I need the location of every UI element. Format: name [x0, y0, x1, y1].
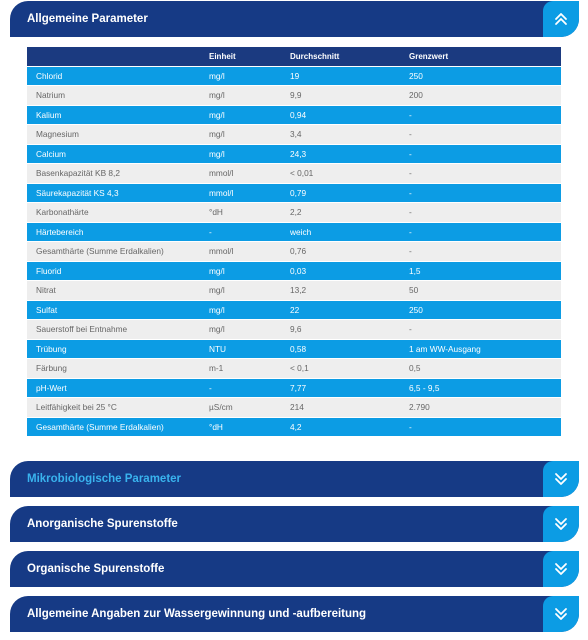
expand-button[interactable] [543, 551, 579, 587]
cell-einheit: mmol/l [200, 164, 281, 183]
header-durchschnitt: Durchschnitt [281, 47, 400, 66]
cell-grenzwert: - [400, 145, 561, 164]
cell-durchschnitt: 0,58 [281, 340, 400, 359]
cell-parameter: Leitfähigkeit bei 25 °C [27, 398, 200, 417]
table-row [27, 262, 561, 281]
cell-durchschnitt: 13,2 [281, 281, 400, 300]
table-row [27, 340, 561, 359]
table-row [27, 106, 561, 125]
cell-parameter: Karbonathärte [27, 203, 200, 222]
expand-button[interactable] [543, 461, 579, 497]
parameter-table-container [27, 47, 561, 437]
cell-einheit: mmol/l [200, 242, 281, 261]
cell-durchschnitt: 24,3 [281, 145, 400, 164]
cell-einheit: µS/cm [200, 398, 281, 417]
parameter-table [27, 46, 561, 437]
cell-grenzwert: - [400, 320, 561, 339]
cell-grenzwert: 2.790 [400, 398, 561, 417]
cell-einheit: mg/l [200, 145, 281, 164]
cell-grenzwert: - [400, 418, 561, 437]
table-header-row [27, 47, 561, 66]
accordion-title: Anorganische Spurenstoffe [27, 518, 178, 530]
cell-grenzwert: - [400, 242, 561, 261]
cell-durchschnitt: 9,9 [281, 86, 400, 105]
cell-durchschnitt: 0,76 [281, 242, 400, 261]
cell-grenzwert: - [400, 125, 561, 144]
table-row [27, 125, 561, 144]
accordion-allgemeine-parameter[interactable] [10, 1, 579, 37]
table-row [27, 223, 561, 242]
cell-grenzwert: - [400, 184, 561, 203]
table-row [27, 398, 561, 417]
cell-grenzwert: - [400, 106, 561, 125]
cell-parameter: Nitrat [27, 281, 200, 300]
cell-durchschnitt: 0,79 [281, 184, 400, 203]
cell-durchschnitt: 214 [281, 398, 400, 417]
cell-einheit: mg/l [200, 125, 281, 144]
cell-parameter: Calcium [27, 145, 200, 164]
cell-durchschnitt: 2,2 [281, 203, 400, 222]
header-parameter [27, 47, 200, 66]
cell-einheit: mg/l [200, 301, 281, 320]
cell-parameter: Natrium [27, 86, 200, 105]
table-row [27, 242, 561, 261]
cell-einheit: - [200, 379, 281, 398]
table-row [27, 164, 561, 183]
table-row [27, 203, 561, 222]
cell-parameter: Basenkapazität KB 8,2 [27, 164, 200, 183]
cell-einheit: m-1 [200, 359, 281, 378]
cell-parameter: Kalium [27, 106, 200, 125]
table-row [27, 379, 561, 398]
cell-einheit: - [200, 223, 281, 242]
cell-durchschnitt: 0,03 [281, 262, 400, 281]
cell-parameter: Färbung [27, 359, 200, 378]
cell-parameter: Gesamthärte (Summe Erdalkalien) [27, 242, 200, 261]
cell-grenzwert: 50 [400, 281, 561, 300]
cell-grenzwert: - [400, 164, 561, 183]
cell-parameter: Härtebereich [27, 223, 200, 242]
chevron-double-up-icon [553, 11, 569, 27]
cell-einheit: mg/l [200, 320, 281, 339]
cell-durchschnitt: weich [281, 223, 400, 242]
expand-button[interactable] [543, 506, 579, 542]
table-row [27, 281, 561, 300]
cell-grenzwert: 1,5 [400, 262, 561, 281]
accordion-mikrobiologische-parameter[interactable] [10, 461, 579, 497]
expand-button[interactable] [543, 596, 579, 632]
cell-grenzwert: 1 am WW-Ausgang [400, 340, 561, 359]
cell-durchschnitt: 3,4 [281, 125, 400, 144]
header-grenzwert: Grenzwert [400, 47, 561, 66]
cell-grenzwert: 200 [400, 86, 561, 105]
cell-parameter: Säurekapazität KS 4,3 [27, 184, 200, 203]
cell-parameter: Fluorid [27, 262, 200, 281]
table-row [27, 301, 561, 320]
cell-einheit: mg/l [200, 67, 281, 86]
cell-parameter: Sulfat [27, 301, 200, 320]
cell-parameter: Trübung [27, 340, 200, 359]
collapse-button[interactable] [543, 1, 579, 37]
cell-durchschnitt: 22 [281, 301, 400, 320]
accordion-title: Allgemeine Parameter [27, 13, 148, 25]
cell-durchschnitt: < 0,1 [281, 359, 400, 378]
cell-durchschnitt: 0,94 [281, 106, 400, 125]
chevron-double-down-icon [553, 606, 569, 622]
cell-grenzwert: 250 [400, 301, 561, 320]
accordion-wassergewinnung[interactable] [10, 596, 579, 632]
table-row [27, 359, 561, 378]
cell-einheit: mg/l [200, 86, 281, 105]
accordion-title: Mikrobiologische Parameter [27, 473, 182, 485]
cell-parameter: Magnesium [27, 125, 200, 144]
accordion-title: Allgemeine Angaben zur Wassergewinnung und -aufbereitung [27, 608, 367, 620]
cell-grenzwert: 6,5 - 9,5 [400, 379, 561, 398]
cell-durchschnitt: 4,2 [281, 418, 400, 437]
accordion-organische-spurenstoffe[interactable] [10, 551, 579, 587]
table-row [27, 67, 561, 86]
chevron-double-down-icon [553, 561, 569, 577]
cell-durchschnitt: 7,77 [281, 379, 400, 398]
cell-einheit: mmol/l [200, 184, 281, 203]
cell-durchschnitt: 19 [281, 67, 400, 86]
cell-parameter: Sauerstoff bei Entnahme [27, 320, 200, 339]
chevron-double-down-icon [553, 516, 569, 532]
cell-einheit: °dH [200, 203, 281, 222]
cell-parameter: Gesamthärte (Summe Erdalkalien) [27, 418, 200, 437]
cell-einheit: mg/l [200, 262, 281, 281]
chevron-double-down-icon [553, 471, 569, 487]
accordion-title: Organische Spurenstoffe [27, 563, 165, 575]
cell-durchschnitt: 9,6 [281, 320, 400, 339]
cell-parameter: pH-Wert [27, 379, 200, 398]
table-row [27, 418, 561, 437]
cell-parameter: Chlorid [27, 67, 200, 86]
cell-durchschnitt: < 0,01 [281, 164, 400, 183]
cell-einheit: mg/l [200, 106, 281, 125]
cell-grenzwert: 250 [400, 67, 561, 86]
table-row [27, 184, 561, 203]
cell-grenzwert: 0,5 [400, 359, 561, 378]
table-row [27, 320, 561, 339]
cell-einheit: °dH [200, 418, 281, 437]
cell-einheit: NTU [200, 340, 281, 359]
accordion-anorganische-spurenstoffe[interactable] [10, 506, 579, 542]
cell-grenzwert: - [400, 223, 561, 242]
cell-einheit: mg/l [200, 281, 281, 300]
table-row [27, 145, 561, 164]
header-einheit: Einheit [200, 47, 281, 66]
table-row [27, 86, 561, 105]
cell-grenzwert: - [400, 203, 561, 222]
